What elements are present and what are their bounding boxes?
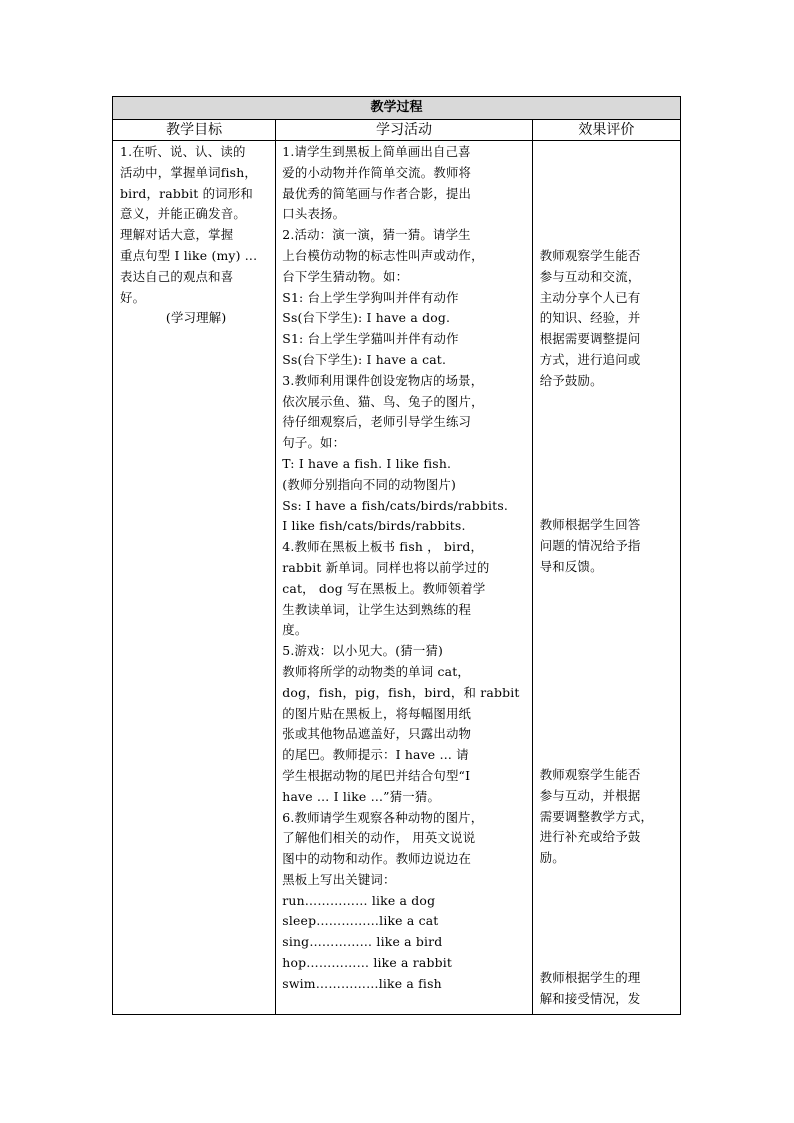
- evaluation-line: 参与互动和交流，: [539, 268, 641, 284]
- activity-line: 1.请学生到黑板上简单画出自己喜: [282, 144, 471, 159]
- header-evaluation: 效果评价: [532, 120, 680, 141]
- evaluation-line: 教师观察学生能否: [539, 767, 641, 782]
- evaluation-line: 主动分享个人已有: [539, 289, 641, 305]
- activity-line: sleep……………like a cat: [282, 913, 439, 929]
- activity-line: 最优秀的简笔画与作者合影，提出: [282, 185, 472, 201]
- header-row: [113, 120, 681, 141]
- activity-line: 台下学生猜动物。如：: [282, 268, 409, 284]
- objective-line: 好。: [120, 289, 146, 305]
- evaluation-block-3: [540, 765, 675, 869]
- activity-line: sing…………… like a bird: [282, 934, 443, 950]
- objective-line: 重点句型 I like (my) ...: [120, 247, 258, 263]
- activity-line: T: I have a fish. I like fish.: [282, 455, 452, 471]
- activity-line: 依次展示鱼、猫、鸟、兔子的图片，: [282, 393, 484, 409]
- activity-line: have … I like …”猜一猜。: [282, 788, 441, 804]
- activity-line: 教师将所学的动物类的单词 cat，: [282, 663, 471, 679]
- evaluation-line: 教师根据学生的理: [539, 970, 641, 985]
- evaluation-line: 的知识、经验，并: [539, 310, 641, 326]
- evaluation-line: 教师根据学生回答: [539, 517, 641, 532]
- activity-line: 的尾巴。教师提示：I have … 请: [282, 747, 469, 763]
- objective-line: 理解对话大意，掌握: [120, 227, 234, 243]
- objective-line: bird，rabbit 的词形和: [120, 185, 253, 201]
- evaluation-block-2: [540, 515, 675, 577]
- evaluation-line: 进行补充或给予鼓: [539, 829, 641, 845]
- activity-line: rabbit 新单词。同样也将以前学过的: [282, 559, 490, 575]
- evaluation-line: 根据需要调整提问: [539, 331, 641, 347]
- table-title: 教学过程: [113, 97, 681, 120]
- activity-line: 2.活动：演一演，猜一猜。请学生: [282, 227, 471, 243]
- content-row: [113, 141, 681, 1015]
- activity-line: swim……………like a fish: [282, 975, 442, 991]
- activity-line: 4.教师在黑板上板书 fish ， bird，: [282, 539, 484, 555]
- header-objectives: 教学目标: [113, 120, 276, 141]
- activity-line: 爱的小动物并作简单交流。教师将: [282, 164, 472, 180]
- objectives-cell: [113, 141, 276, 1015]
- activity-line: 图中的动物和动作。教师边说边在: [282, 851, 472, 867]
- evaluation-line: 方式，进行追问或: [539, 351, 641, 367]
- evaluation-line: 参与互动，并根据: [539, 787, 641, 803]
- activity-line: 黑板上写出关键词：: [282, 871, 396, 887]
- evaluation-line: 解和接受情况，发: [539, 990, 641, 1006]
- activity-line: run…………… like a dog: [282, 892, 436, 908]
- activity-line: cat， dog 写在黑板上。教师领着学: [282, 580, 486, 596]
- activity-line: 上台模仿动物的标志性叫声或动作，: [282, 247, 484, 263]
- activity-line: 学生根据动物的尾巴并结合句型“I: [282, 767, 471, 783]
- objective-line: 1.在听、说、认、读的: [120, 144, 246, 159]
- evaluation-line: 问题的情况给予指: [539, 537, 641, 553]
- header-activities: 学习活动: [276, 120, 532, 141]
- activity-line: Ss(台下学生): I have a cat.: [282, 351, 447, 367]
- activity-line: 6.教师请学生观察各种动物的图片，: [282, 809, 484, 825]
- evaluation-line: 教师观察学生能否: [539, 248, 641, 263]
- objective-line: 表达自己的观点和喜: [120, 268, 234, 284]
- activity-line: 5.游戏：以小见大。(猜一猜): [282, 643, 444, 659]
- activity-line: dog，fish，pig，fish，bird，和 rabbit: [282, 684, 520, 700]
- title-row: [113, 97, 681, 120]
- activity-line: Ss: I have a fish/cats/birds/rabbits.: [282, 497, 509, 513]
- activities-cell: [276, 141, 532, 1015]
- activity-line: S1: 台上学生学猫叫并伴有动作: [282, 331, 459, 347]
- activity-line: 度。: [282, 622, 308, 638]
- evaluation-block-4: [540, 968, 675, 1010]
- teaching-process-table: [112, 96, 681, 1015]
- activity-line: 口头表扬。: [282, 206, 346, 222]
- evaluation-cell: [532, 141, 680, 1015]
- evaluation-line: 给予鼓励。: [539, 372, 603, 388]
- objective-line: 活动中，掌握单词fish，: [120, 164, 258, 180]
- activity-line: Ss(台下学生): I have a dog.: [282, 310, 451, 326]
- activity-line: hop…………… like a rabbit: [282, 955, 453, 971]
- evaluation-line: 导和反馈。: [539, 558, 603, 574]
- evaluation-line: 励。: [539, 850, 565, 866]
- activity-line: 生教读单词，让学生达到熟练的程: [282, 601, 472, 617]
- activity-line: (教师分别指向不同的动物图片): [282, 476, 457, 492]
- activity-line: I like fish/cats/birds/rabbits.: [282, 518, 466, 534]
- activity-line: 的图片贴在黑板上，将每幅图用纸: [282, 705, 472, 721]
- activity-line: 待仔细观察后，老师引导学生练习: [282, 414, 472, 430]
- activity-line: 张或其他物品遮盖好，只露出动物: [282, 726, 472, 742]
- activity-line: 句子。如：: [282, 435, 346, 451]
- objective-line: 意义，并能正确发音。: [120, 206, 246, 222]
- activity-line: 3.教师利用课件创设宠物店的场景，: [282, 372, 484, 388]
- activity-line: S1: 台上学生学狗叫并伴有动作: [282, 289, 459, 305]
- activity-line: 了解他们相关的动作， 用英文说说: [282, 830, 476, 846]
- evaluation-block-1: [540, 246, 675, 392]
- objective-tag: (学习理解): [165, 310, 227, 326]
- evaluation-line: 需要调整教学方式，: [539, 808, 654, 824]
